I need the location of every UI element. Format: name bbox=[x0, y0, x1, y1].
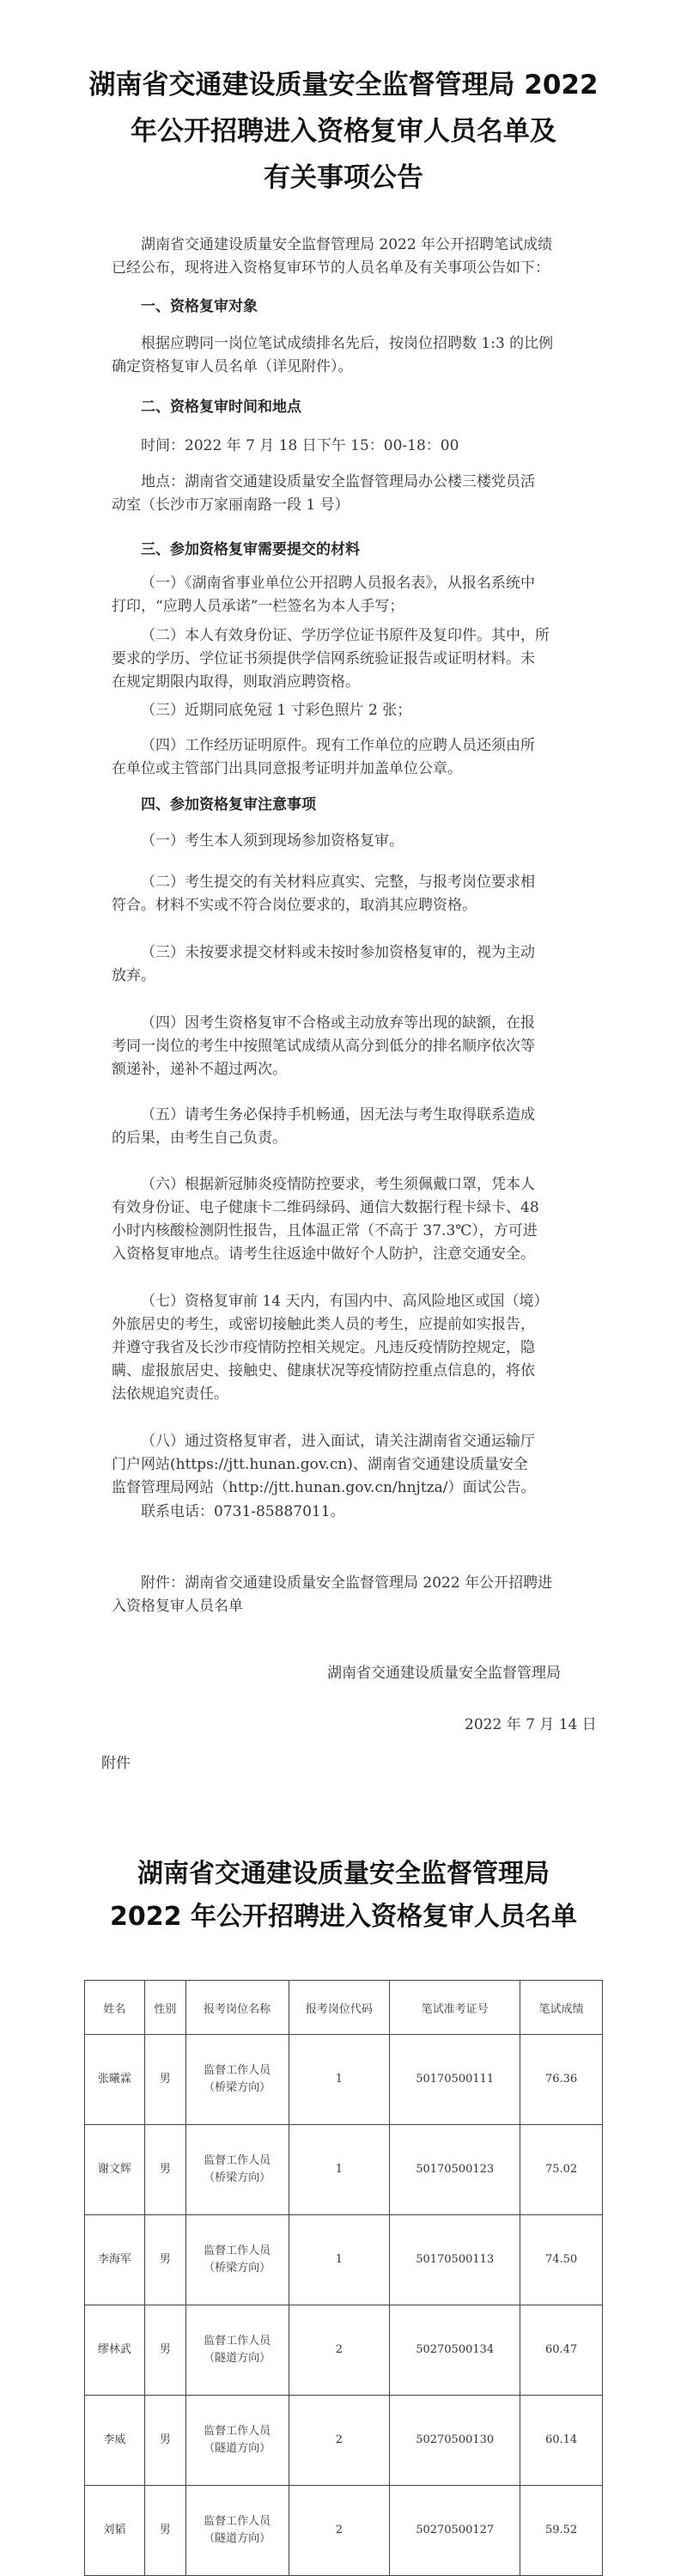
position-line: 监督工作人员 bbox=[204, 2064, 271, 2077]
cell-position-code: 1 bbox=[289, 2035, 390, 2125]
section-1-heading: 一、资格复审对象 bbox=[141, 298, 258, 315]
cell-name: 谢文辉 bbox=[85, 2125, 145, 2215]
text-line: 在规定期限内取得，则取消应聘资格。 bbox=[112, 673, 360, 691]
text-line: （四）因考生资格复审不合格或主动放弃等出现的缺额，在报 bbox=[141, 1014, 535, 1032]
position-direction: （桥梁方向） bbox=[204, 2081, 271, 2094]
cell-position-code: 1 bbox=[289, 2215, 390, 2305]
cell-position-code: 1 bbox=[289, 2125, 390, 2215]
position-line: 监督工作人员 bbox=[204, 2244, 271, 2257]
text-line: 考同一岗位的考生中按照笔试成绩从高分到低分的排名顺序依次等 bbox=[112, 1038, 535, 1055]
text-line: 有效身份证、电子健康卡二维码绿码、通信大数据行程卡绿卡、48 bbox=[112, 1199, 539, 1216]
header-exam-number: 笔试准考证号 bbox=[390, 1981, 520, 2035]
cell-exam-number: 50270500127 bbox=[390, 2486, 520, 2576]
text-line: 已经公布，现将进入资格复审环节的人员名单及有关事项公告如下： bbox=[112, 259, 550, 277]
table-header-row bbox=[85, 1981, 603, 2035]
position-line: 监督工作人员 bbox=[204, 2154, 271, 2167]
text-line: （三）近期同底免冠 1 寸彩色照片 2 张； bbox=[141, 702, 412, 719]
section-4-item-7 bbox=[112, 1290, 588, 1406]
cell-position-name bbox=[185, 2035, 289, 2125]
cell-name: 刘韬 bbox=[85, 2486, 145, 2576]
section-1-text bbox=[112, 332, 588, 379]
text-line: 根据应聘同一岗位笔试成绩排名先后，按岗位招聘数 1:3 的比例 bbox=[141, 335, 554, 352]
contact-phone bbox=[112, 1501, 588, 1524]
text-line: 入资格复审人员名单 bbox=[112, 1598, 243, 1615]
cell-position-name bbox=[185, 2125, 289, 2215]
table-row bbox=[85, 2305, 603, 2396]
cell-name: 张曦霖 bbox=[85, 2035, 145, 2125]
text-line: 附件：湖南省交通建设质量安全监督管理局 2022 年公开招聘进 bbox=[141, 1574, 553, 1592]
table-title bbox=[0, 1853, 687, 1939]
cell-position-name bbox=[185, 2486, 289, 2576]
text-line: 联系电话：0731-85887011。 bbox=[141, 1503, 345, 1520]
table-title-line: 2022 年公开招聘进入资格复审人员名单 bbox=[110, 1902, 577, 1932]
cell-exam-number: 50270500134 bbox=[390, 2305, 520, 2396]
cell-name: 李威 bbox=[85, 2396, 145, 2486]
title-line: 湖南省交通建设质量安全监督管理局 2022 bbox=[88, 70, 599, 100]
header-name: 姓名 bbox=[85, 1981, 145, 2035]
cell-name: 李海军 bbox=[85, 2215, 145, 2305]
position-direction: （桥梁方向） bbox=[204, 2262, 271, 2275]
text-line: （四）工作经历证明原件。现有工作单位的应聘人员还须由所 bbox=[141, 737, 535, 754]
table-row bbox=[85, 2125, 603, 2215]
cell-exam-score: 60.47 bbox=[520, 2305, 603, 2396]
table-row bbox=[85, 2396, 603, 2486]
cell-position-code: 2 bbox=[289, 2305, 390, 2396]
title-line: 年公开招聘进入资格复审人员名单及 bbox=[131, 116, 556, 147]
section-4-item-2 bbox=[112, 871, 588, 917]
section-3-item-2 bbox=[112, 624, 588, 694]
text-line: 的后果，由考生自己负责。 bbox=[112, 1130, 287, 1147]
text-line: 并遵守我省及长沙市疫情防控相关规定。凡违反疫情防控规定，隐 bbox=[112, 1339, 535, 1356]
table-row bbox=[85, 2486, 603, 2576]
text-line: 要求的学历、学位证书须提供学信网系统验证报告或证明材料。未 bbox=[112, 650, 535, 667]
section-2-place bbox=[112, 471, 588, 517]
cell-exam-score: 76.36 bbox=[520, 2035, 603, 2125]
position-direction: （隧道方向） bbox=[204, 2532, 271, 2545]
text-line: 小时内核酸检测阴性报告，且体温正常（不高于 37.3℃），方可进 bbox=[112, 1222, 538, 1239]
text-line: 动室（长沙市万家丽南路一段 1 号） bbox=[112, 496, 350, 514]
text-line: 打印，“应聘人员承诺”一栏签名为本人手写； bbox=[112, 598, 404, 615]
text-line: （二）考生提交的有关材料应真实、完整，与报考岗位要求相 bbox=[141, 874, 535, 891]
text-line: 确定资格复审人员名单（详见附件）。 bbox=[112, 358, 353, 375]
text-line: （一）考生本人须到现场参加资格复审。 bbox=[141, 832, 404, 850]
cell-gender: 男 bbox=[144, 2215, 185, 2305]
text-line: 瞒、虚报旅居史、接触史、健康状况等疫情防控重点信息的，将依 bbox=[112, 1362, 535, 1379]
cell-gender: 男 bbox=[144, 2035, 185, 2125]
position-line: 监督工作人员 bbox=[204, 2425, 271, 2438]
header-exam-score: 笔试成绩 bbox=[520, 1981, 603, 2035]
text-line: 符合。材料不实或不符合岗位要求的，取消其应聘资格。 bbox=[112, 897, 477, 914]
cell-gender: 男 bbox=[144, 2486, 185, 2576]
cell-exam-number: 50270500130 bbox=[390, 2396, 520, 2486]
attachment-note bbox=[112, 1572, 588, 1618]
section-3-item-1 bbox=[112, 572, 588, 618]
text-line: 额递补，递补不超过两次。 bbox=[112, 1061, 287, 1078]
page-title bbox=[0, 62, 687, 201]
cell-position-name bbox=[185, 2305, 289, 2396]
text-line: （一）《湖南省事业单位公开招聘人员报名表》，从报名系统中 bbox=[141, 575, 535, 592]
text-line: 门户网站(https://jtt.hunan.gov.cn)、湖南省交通建设质量安全 bbox=[112, 1456, 528, 1473]
intro-paragraph bbox=[112, 234, 588, 280]
header-position-name: 报考岗位名称 bbox=[185, 1981, 289, 2035]
cell-position-name bbox=[185, 2396, 289, 2486]
position-direction: （隧道方向） bbox=[204, 2442, 271, 2455]
cell-exam-score: 74.50 bbox=[520, 2215, 603, 2305]
cell-exam-score: 75.02 bbox=[520, 2125, 603, 2215]
cell-position-name bbox=[185, 2215, 289, 2305]
section-2-time bbox=[112, 435, 588, 458]
attachment-label: 附件 bbox=[101, 1755, 131, 1772]
section-2-heading: 二、资格复审时间和地点 bbox=[141, 399, 301, 416]
text-line: （六）根据新冠肺炎疫情防控要求，考生须佩戴口罩，凭本人 bbox=[141, 1176, 535, 1193]
cell-position-code: 2 bbox=[289, 2396, 390, 2486]
cell-gender: 男 bbox=[144, 2396, 185, 2486]
section-3-item-4 bbox=[112, 734, 588, 781]
signature-date: 2022 年 7 月 14 日 bbox=[465, 1716, 597, 1733]
cell-name: 缪林武 bbox=[85, 2305, 145, 2396]
cell-position-code: 2 bbox=[289, 2486, 390, 2576]
section-3-item-3 bbox=[112, 699, 588, 722]
cell-exam-number: 50170500111 bbox=[390, 2035, 520, 2125]
signature-org: 湖南省交通建设质量安全监督管理局 bbox=[327, 1665, 561, 1682]
header-position-code: 报考岗位代码 bbox=[289, 1981, 390, 2035]
text-line: 法依规追究责任。 bbox=[112, 1385, 228, 1403]
position-direction: （桥梁方向） bbox=[204, 2171, 271, 2184]
section-4-item-3 bbox=[112, 941, 588, 988]
text-line: （七）资格复审前 14 天内，有国内中、高风险地区或国（境） bbox=[141, 1293, 549, 1310]
cell-gender: 男 bbox=[144, 2125, 185, 2215]
section-4-item-8 bbox=[112, 1430, 588, 1500]
table-row bbox=[85, 2035, 603, 2125]
text-line: 地点：湖南省交通建设质量安全监督管理局办公楼三楼党员活 bbox=[141, 473, 535, 490]
text-line: （二）本人有效身份证、学历学位证书原件及复印件。其中，所 bbox=[141, 627, 550, 644]
cell-exam-score: 59.52 bbox=[520, 2486, 603, 2576]
header-gender: 性别 bbox=[144, 1981, 185, 2035]
section-4-item-6 bbox=[112, 1173, 588, 1266]
table-title-line: 湖南省交通建设质量安全监督管理局 bbox=[137, 1859, 550, 1889]
section-4-item-4 bbox=[112, 1012, 588, 1081]
text-line: 时间：2022 年 7 月 18 日下午 15：00-18：00 bbox=[141, 437, 459, 454]
text-line: 放弃。 bbox=[112, 967, 155, 984]
position-line: 监督工作人员 bbox=[204, 2335, 271, 2348]
text-line: （八）通过资格复审者，进入面试，请关注湖南省交通运输厅 bbox=[141, 1433, 535, 1450]
cell-exam-score: 60.14 bbox=[520, 2396, 603, 2486]
text-line: 湖南省交通建设质量安全监督管理局 2022 年公开招聘笔试成绩 bbox=[141, 236, 553, 253]
position-line: 监督工作人员 bbox=[204, 2515, 271, 2528]
text-line: 在单位或主管部门出具同意报考证明并加盖单位公章。 bbox=[112, 760, 462, 777]
text-line: 外旅居史的考生，或密切接触此类人员的考生，应提前如实报告， bbox=[112, 1316, 535, 1333]
text-line: （五）请考生务必保持手机畅通，因无法与考生取得联系造成 bbox=[141, 1106, 535, 1124]
cell-gender: 男 bbox=[144, 2305, 185, 2396]
candidate-table bbox=[84, 1980, 603, 2576]
section-4-item-5 bbox=[112, 1104, 588, 1150]
section-4-heading: 四、参加资格复审注意事项 bbox=[141, 796, 316, 813]
table-row bbox=[85, 2215, 603, 2305]
section-4-item-1 bbox=[112, 830, 588, 853]
text-line: 入资格复审地点。请考生往返途中做好个人防护，注意交通安全。 bbox=[112, 1245, 535, 1263]
position-direction: （隧道方向） bbox=[204, 2352, 271, 2365]
text-line: （三）未按要求提交材料或未按时参加资格复审的，视为主动 bbox=[141, 944, 535, 961]
title-line: 有关事项公告 bbox=[264, 162, 423, 193]
section-3-heading: 三、参加资格复审需要提交的材料 bbox=[141, 541, 360, 558]
text-line: 监督管理局网站（http://jtt.hunan.gov.cn/hnjtza/）面试公告。 bbox=[112, 1479, 536, 1496]
cell-exam-number: 50170500113 bbox=[390, 2215, 520, 2305]
cell-exam-number: 50170500123 bbox=[390, 2125, 520, 2215]
